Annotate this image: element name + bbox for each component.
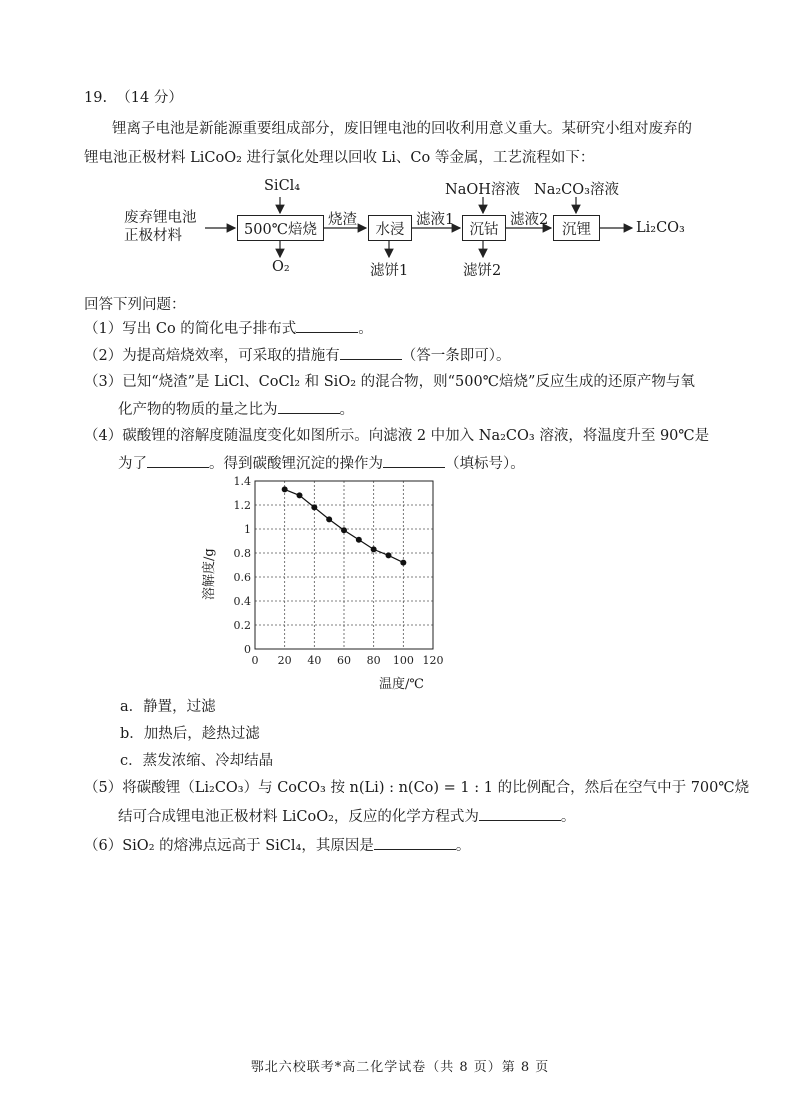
chart-x-tick-label: 80 xyxy=(366,654,381,667)
question-3-line-2: 化产物的物质的量之比为 。 xyxy=(118,399,354,420)
chart-series-line xyxy=(285,489,404,562)
flow-output-o2: O₂ xyxy=(272,259,290,275)
flow-product: Li₂CO₃ xyxy=(636,220,685,236)
flow-reagent-na2co3: Na₂CO₃溶液 xyxy=(534,182,619,198)
chart-data-point xyxy=(386,552,392,558)
chart-xlabel: 温度/℃ xyxy=(379,677,424,692)
chart-x-tick-label: 100 xyxy=(392,654,414,667)
answer-prompt: 回答下列问题： xyxy=(84,297,186,313)
chart-data-point xyxy=(356,537,362,543)
flow-step-leach: 水浸 xyxy=(368,215,412,241)
chart-y-tick-label: 0.8 xyxy=(233,547,251,560)
chart-y-tick-label: 1.4 xyxy=(233,475,251,488)
chart-data-point xyxy=(326,516,332,522)
question-4-line-1: （4）碳酸锂的溶解度随温度变化如图所示。向滤液 2 中加入 Na₂CO₃ 溶液，将温度升至 90℃是 xyxy=(84,428,710,444)
page-footer: 鄂北六校联考*高二化学试卷（共 8 页）第 8 页 xyxy=(250,1060,550,1075)
chart-y-tick-label: 0.4 xyxy=(233,595,251,608)
intro-line-1: 锂离子电池是新能源重要组成部分，废旧锂电池的回收利用意义重大。某研究小组对废弃的 xyxy=(112,121,692,137)
answer-blank[interactable] xyxy=(340,345,402,360)
option-c: c．蒸发浓缩、冷却结晶 xyxy=(120,753,274,769)
answer-blank[interactable] xyxy=(374,835,456,850)
chart-data-point xyxy=(371,546,377,552)
chart-y-tick-label: 1 xyxy=(244,523,251,536)
option-a: a．静置，过滤 xyxy=(120,699,216,715)
flow-step-lithium: 沉锂 xyxy=(553,215,600,241)
question-3-line-1: （3）已知“烧渣”是 LiCl、CoCl₂ 和 SiO₂ 的混合物，则“500℃焙烧”反应生成的还原产物与氧 xyxy=(84,374,695,390)
intro-line-2: 锂电池正极材料 LiCoO₂ 进行氯化处理以回收 Li、Co 等金属，工艺流程如下： xyxy=(84,150,595,166)
question-6: （6）SiO₂ 的熔沸点远高于 SiCl₄，其原因是 。 xyxy=(84,835,470,856)
question-4-line-2: 为了 。得到碳酸锂沉淀的操作为 （填标号）。 xyxy=(118,453,525,474)
chart-data-point xyxy=(341,527,347,533)
chart-data-point xyxy=(297,492,303,498)
flowchart-arrows xyxy=(0,0,800,290)
flow-step-cobalt: 沉钴 xyxy=(462,215,506,241)
chart-x-tick-label: 120 xyxy=(422,654,444,667)
answer-blank[interactable] xyxy=(278,399,340,414)
answer-blank[interactable] xyxy=(383,453,445,468)
chart-x-tick-label: 40 xyxy=(307,654,322,667)
chart-frame xyxy=(255,481,433,649)
chart-y-tick-label: 0.2 xyxy=(233,619,251,632)
flow-step-roast: 500℃焙烧 xyxy=(237,215,324,241)
flow-arrow-label-filtrate1: 滤液1 xyxy=(416,212,455,228)
flow-arrow-label-filtrate2: 滤液2 xyxy=(510,212,549,228)
chart-data-point xyxy=(311,504,317,510)
flow-arrow-label-slag: 烧渣 xyxy=(328,212,357,228)
chart-y-tick-label: 1.2 xyxy=(233,499,251,512)
answer-blank[interactable] xyxy=(147,453,209,468)
chart-x-tick-label: 60 xyxy=(337,654,351,667)
chart-x-tick-label: 20 xyxy=(277,654,292,667)
flow-input: 废弃锂电池 正极材料 xyxy=(124,210,197,244)
question-5-line-1: （5）将碳酸锂（Li₂CO₃）与 CoCO₃ 按 n(Li) : n(Co) = 1 : 1 的比例配合，然后在空气中于 700℃烧 xyxy=(84,780,750,796)
chart-data-point xyxy=(400,560,406,566)
question-5-line-2: 结可合成锂电池正极材料 LiCoO₂，反应的化学方程式为 。 xyxy=(118,806,575,827)
flow-reagent-naoh: NaOH溶液 xyxy=(445,182,520,198)
chart-ylabel: 溶解度/g xyxy=(202,548,217,600)
chart-x-tick-label: 0 xyxy=(251,654,259,667)
answer-blank[interactable] xyxy=(479,806,561,821)
chart-y-tick-label: 0 xyxy=(244,643,251,656)
answer-blank[interactable] xyxy=(296,318,358,333)
question-1: （1）写出 Co 的简化电子排布式 。 xyxy=(84,318,373,339)
chart-data-point xyxy=(282,486,288,492)
question-number: 19. （14 分） xyxy=(84,90,183,106)
flow-output-cake2: 滤饼2 xyxy=(463,263,502,279)
flow-output-cake1: 滤饼1 xyxy=(370,263,409,279)
chart-y-tick-label: 0.6 xyxy=(233,571,251,584)
question-2: （2）为提高焙烧效率，可采取的措施有 （答一条即可）。 xyxy=(84,345,510,366)
option-b: b．加热后，趁热过滤 xyxy=(120,726,260,742)
flow-reagent-sicl4: SiCl₄ xyxy=(264,178,301,194)
